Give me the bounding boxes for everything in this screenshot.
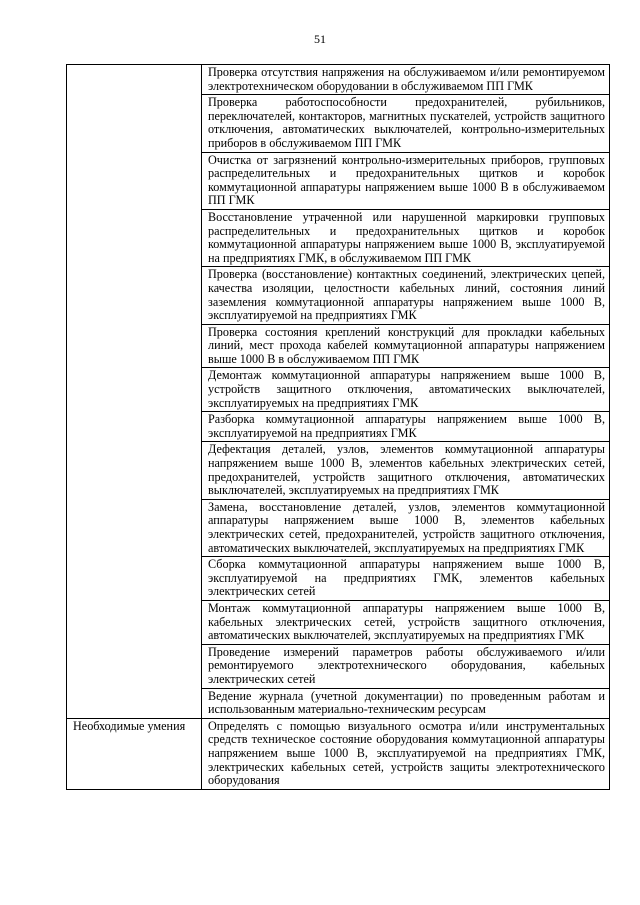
action-cell [202, 688, 610, 718]
action-cell [202, 209, 610, 266]
table-row [67, 65, 610, 95]
skill-cell [202, 718, 610, 789]
page-number: 51 [314, 32, 326, 46]
action-text: Разборка коммутационной аппаратуры напряжением выше 1000 В, эксплуатируемой на предприятиях ГМК [208, 412, 605, 440]
action-cell [202, 557, 610, 601]
action-text: Монтаж коммутационной аппаратуры напряжением выше 1000 В, кабельных электрических сетей, устройств защитного отключения, автоматических выключателей, эксплуатируемых на предприятиях ГМК [208, 600, 605, 643]
action-cell [202, 65, 610, 95]
action-cell [202, 600, 610, 644]
action-cell [202, 644, 610, 688]
action-text: Очистка от загрязнений контрольно-измерительных приборов, групповых распределительных и предохранительных щитков и коробок коммутационной аппаратуры напряжением выше 1000 В в обслуживаемом ПП ГМК [208, 152, 605, 208]
row-label-cell [67, 65, 202, 719]
action-cell [202, 442, 610, 499]
action-text: Проверка состояния креплений конструкций для прокладки кабельных линий, мест прохода кабелей коммутационной аппаратуры напряжением выше 1000 В в обслуживаемом ПП ГМК [208, 324, 605, 366]
action-cell [202, 499, 610, 556]
action-cell [202, 412, 610, 442]
row-label-cell [67, 718, 202, 789]
action-text: Замена, восстановление деталей, узлов, элементов коммутационной аппаратуры напряжением выше 1000 В, элементов кабельных электрических сетей, предохранителей, устройств защитного отключения, автоматических выключателей, эксплуатируемых на предприятиях ГМК [208, 499, 605, 555]
action-text: Демонтаж коммутационной аппаратуры напряжением выше 1000 В, устройств защитного отключения, автоматических выключателей, эксплуатируемых на предприятиях ГМК [208, 368, 605, 410]
action-text: Сборка коммутационной аппаратуры напряжением выше 1000 В, эксплуатируемой на предприятиях ГМК, элементов кабельных электрических сетей [208, 557, 605, 599]
action-text: Проверка работоспособности предохранителей, рубильников, переключателей, контакторов, магнитных пускателей, устройств защитного отключения, автоматических выключателей, контрольно-измерительных приборов в обслуживаемом ПП ГМК [208, 95, 605, 150]
competency-table [66, 64, 610, 790]
skill-text: Определять с помощью визуального осмотра и/или инструментальных средств техническое состояние оборудования коммутационной аппаратуры напряжением выше 1000 В, эксплуатируемой на предприятиях ГМК, электрических кабельных сетей, устройств защиты электротехнического оборудования [208, 718, 605, 788]
table-row [67, 718, 610, 789]
action-cell [202, 368, 610, 412]
action-cell [202, 152, 610, 209]
action-cell [202, 324, 610, 368]
action-text: Проверка (восстановление) контактных соединений, электрических цепей, качества изоляции, целостности кабельных линий, состояния линий заземления коммутационной аппаратуры напряжением выше 1000 В, эксплуатируемой на предприятиях ГМК [208, 267, 605, 323]
action-text: Проверка отсутствия напряжения на обслуживаемом и/или ремонтируемом электротехническом оборудовании в обслуживаемом ПП ГМК [208, 65, 605, 93]
row-label: Необходимые умения [73, 718, 186, 733]
action-text: Проведение измерений параметров работы обслуживаемого и/или ремонтируемого электротехнического оборудования, кабельных электрических сетей [208, 644, 605, 686]
action-text: Дефектация деталей, узлов, элементов коммутационной аппаратуры напряжением выше 1000 В, элементов кабельных электрических сетей, предохранителей, устройств защитного отключения, автоматических выключателей, эксплуатируемых на предприятиях ГМК [208, 442, 605, 498]
action-text: Ведение журнала (учетной документации) по проведенным работам и использованным материально-техническим ресурсам [208, 688, 605, 717]
action-cell [202, 267, 610, 324]
action-text: Восстановление утраченной или нарушенной маркировки групповых распределительных и предохранительных щитков и коробок коммутационной аппаратуры напряжением выше 1000 В, эксплуатируемой на предприятиях ГМК, в обслуживаемом ПП ГМК [208, 209, 605, 265]
action-cell [202, 95, 610, 152]
